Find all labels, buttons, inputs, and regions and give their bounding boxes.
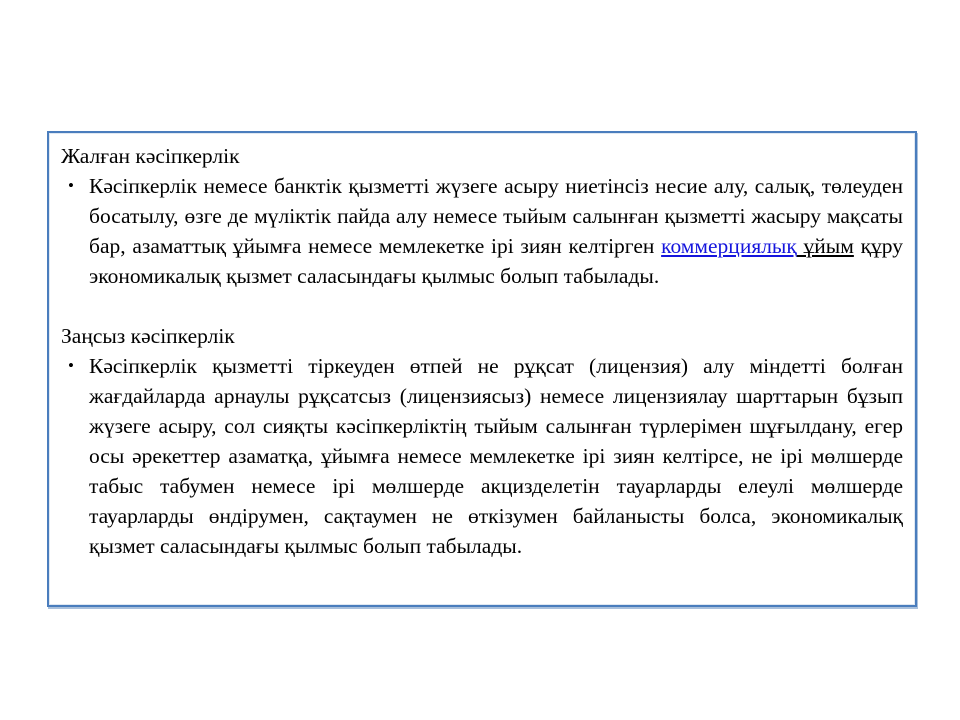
section-heading-illegal-entrepreneurship: Заңсыз кәсіпкерлік (61, 324, 235, 348)
bullet-item-illegal-entrepreneurship (61, 351, 903, 561)
content-box (47, 131, 917, 607)
bullet-marker: • (68, 176, 74, 195)
commercial-organization-link[interactable]: коммерциялық (661, 234, 797, 258)
section-heading-false-entrepreneurship: Жалған кәсіпкерлік (61, 144, 240, 168)
bullet-marker: • (68, 356, 74, 375)
underlined-word: ұйым (796, 234, 854, 258)
blank-line (61, 291, 903, 321)
bullet-item-false-entrepreneurship (61, 171, 903, 291)
bullet-paragraph-false-entrepreneurship (89, 171, 903, 291)
paragraph-text-after-link: құру экономикалық қызмет саласындағы қылмыс болып табылады. (89, 234, 903, 288)
paragraph-text-before-link: Кәсіпкерлік немесе банктік қызметті жүзеге асыру ниетінсіз несие алу, салық, төлеуден босатылу, өзге де мүліктік пайда алу немесе тыйым салынған қызметті жасыру мақсаты бар, азаматтық ұйымға немесе мемлекетке ірі зиян келтірген (89, 174, 903, 258)
bullet-paragraph-illegal-entrepreneurship: Кәсіпкерлік қызметті тіркеуден өтпей не рұқсат (лицензия) алу міндетті болған жағдайларда арнаулы рұқсатсыз (лицензиясыз) немесе лицензиялау шарттарын бұзып жүзеге асыру, сол сияқты кәсіпкерліктің тыйым салынған түрлерімен шұғылдану, егер осы әрекеттер азаматқа, ұйымға немесе мемлекетке ірі зиян келтірсе, не ірі мөлшерде табыс табумен немесе ірі мөлшерде акцизделетін тауарларды елеулі мөлшерде тауарларды өндірумен, сақтаумен не өткізумен байланысты болса, экономикалық қызмет саласындағы қылмыс болып табылады. (89, 354, 903, 558)
